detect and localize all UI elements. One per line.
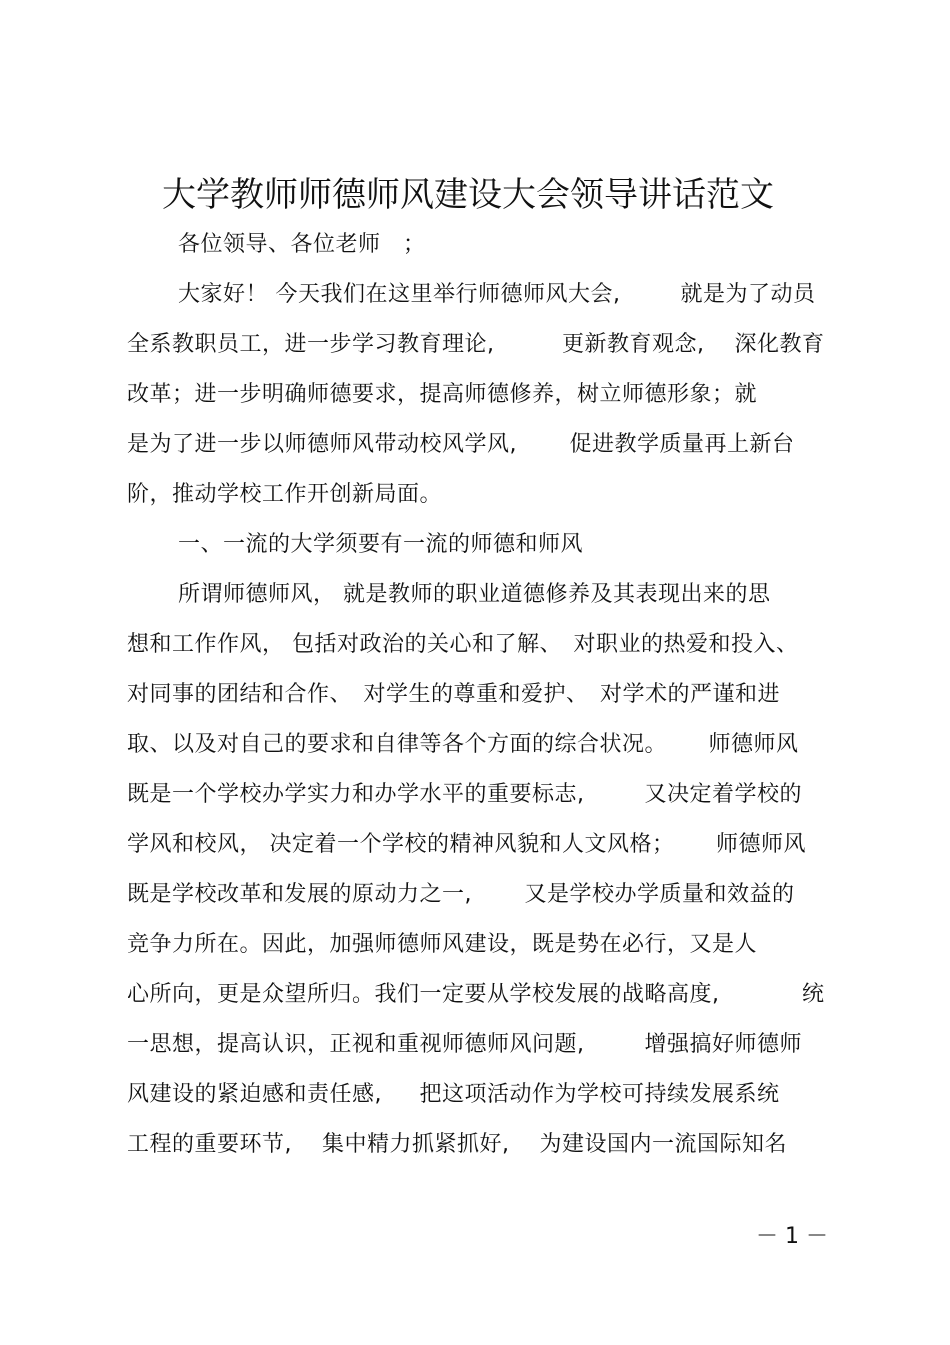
page-number: － 1 －: [756, 1224, 828, 1249]
body-line: 想和工作作风， 包括对政治的关心和了解、 对职业的热爱和投入、: [127, 632, 799, 657]
body-line: 学风和校风， 决定着一个学校的精神风貌和人文风格； 师德师风: [127, 832, 806, 857]
body-line: 改革；进一步明确师德要求，提高师德修养，树立师德形象；就: [127, 382, 758, 407]
body-line: 阶，推动学校工作开创新局面。: [127, 482, 443, 507]
body-line: 对同事的团结和合作、 对学生的尊重和爱护、 对学术的严谨和进: [127, 682, 781, 707]
body-line: 竞争力所在。因此，加强师德师风建设，既是势在必行，又是人: [127, 932, 758, 957]
document-title: 大学教师师德师风建设大会领导讲话范文: [162, 175, 774, 215]
body-line: 既是一个学校办学实力和办学水平的重要标志, 又决定着学校的: [127, 782, 802, 807]
body-line: 全系教职员工，进一步学习教育理论, 更新教育观念, 深化教育: [127, 332, 825, 357]
body-line: 大家好！ 今天我们在这里举行师德师风大会, 就是为了动员: [178, 282, 816, 307]
body-line: 是为了进一步以师德师风带动校风学风, 促进教学质量再上新台: [127, 432, 795, 457]
body-line: 一思想，提高认识，正视和重视师德师风问题, 增强搞好师德师: [127, 1032, 802, 1057]
body-line: 既是学校改革和发展的原动力之一, 又是学校办学质量和效益的: [127, 882, 795, 907]
body-line: 所谓师德师风， 就是教师的职业道德修养及其表现出来的思: [178, 582, 771, 607]
body-line: 工程的重要环节, 集中精力抓紧抓好, 为建设国内一流国际知名: [127, 1132, 787, 1157]
section-heading: 一、一流的大学须要有一流的师德和师风: [178, 532, 584, 557]
salutation-line: 各位领导、各位老师 ；: [178, 232, 426, 257]
body-line: 心所向，更是众望所归。我们一定要从学校发展的战略高度, 统: [127, 982, 825, 1007]
body-line: 取、以及对自己的要求和自律等各个方面的综合状况。 师德师风: [127, 732, 799, 757]
body-line: 风建设的紧迫感和责任感, 把这项活动作为学校可持续发展系统: [127, 1082, 780, 1107]
